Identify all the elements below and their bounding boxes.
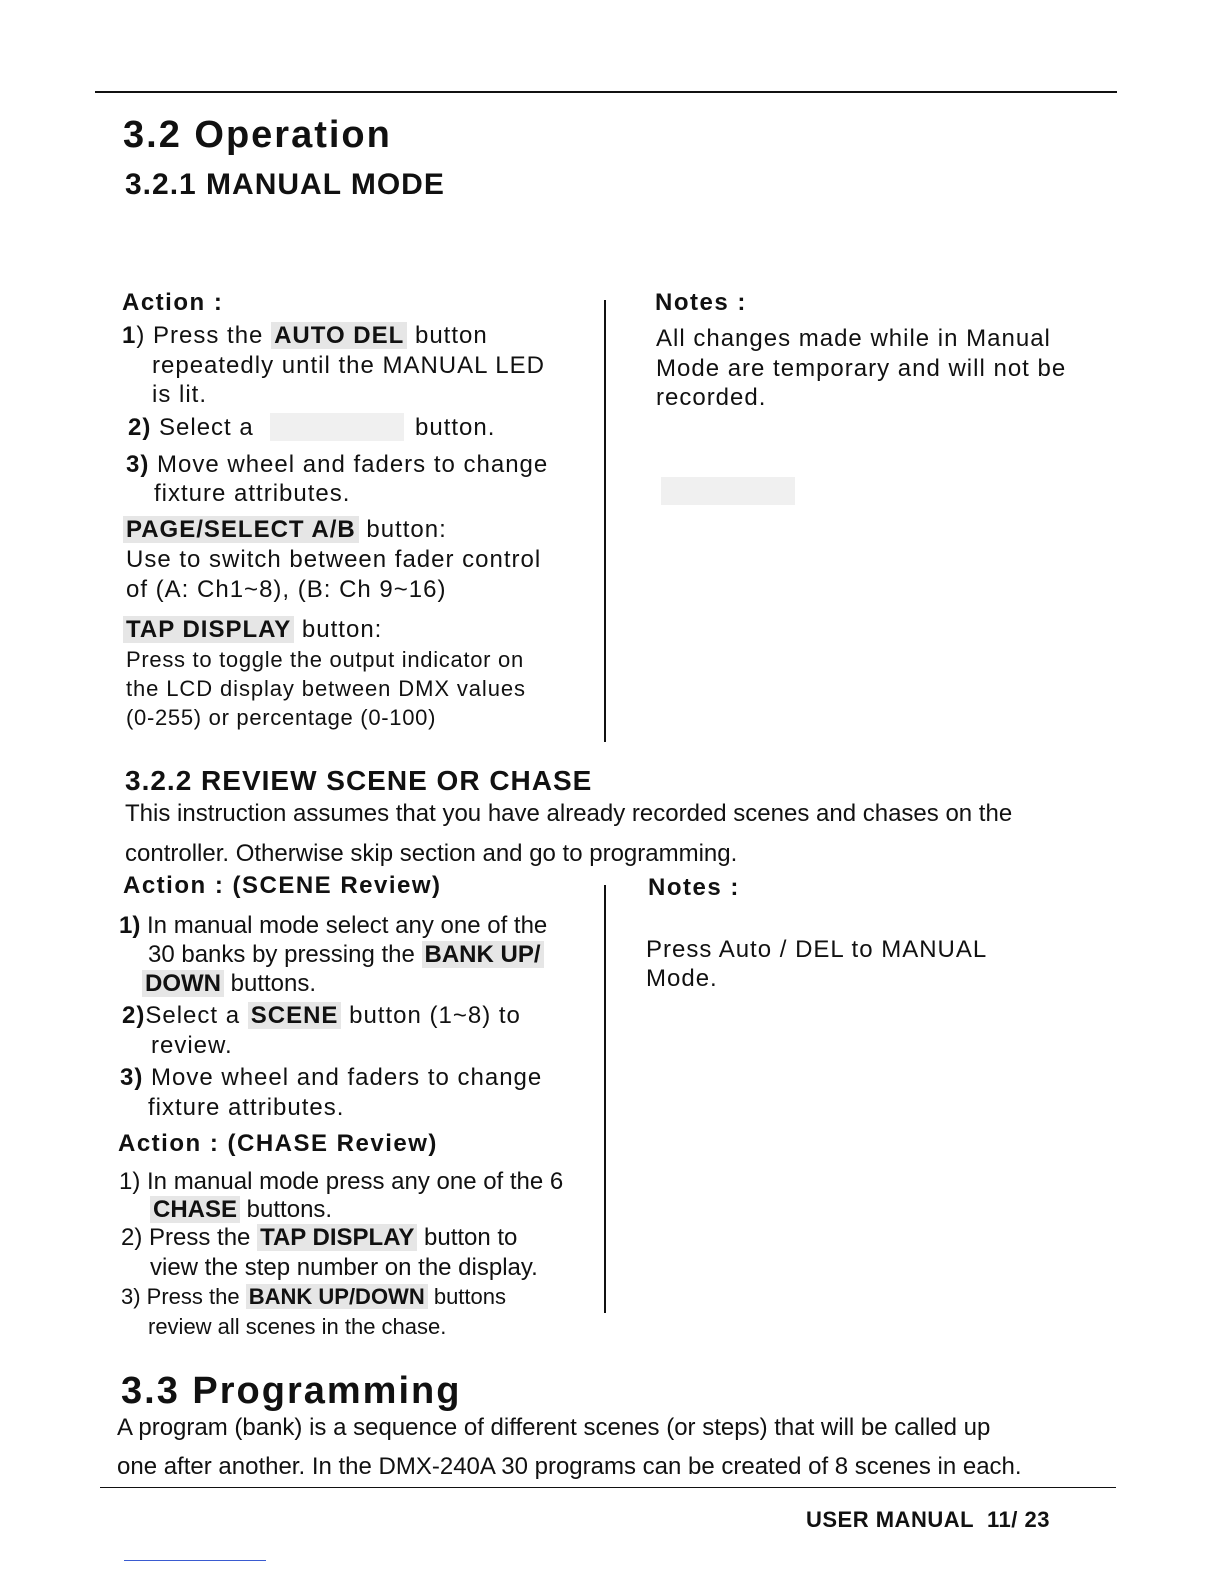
step-number: 2): [128, 414, 152, 441]
scene-step-1-line3: [142, 970, 316, 998]
bank-up-down-key: BANK UP/DOWN: [246, 1284, 428, 1309]
scene-key: SCENE: [248, 1002, 342, 1029]
manual-step-2: [128, 414, 254, 442]
bank-down-key: DOWN: [142, 970, 224, 997]
scene-step-1-line2: [148, 941, 544, 969]
step-text: Select a: [151, 414, 254, 441]
chase-step-2: [121, 1224, 517, 1252]
tap-display-heading: [123, 616, 382, 644]
step-text: buttons: [427, 1284, 506, 1309]
tap-display-key: TAP DISPLAY: [257, 1224, 417, 1251]
manual-step-3-line2: fixture attributes.: [154, 480, 351, 507]
top-rule: [95, 91, 1117, 93]
page-select-desc-2: of (A: Ch1~8), (B: Ch 9~16): [126, 576, 447, 603]
tap-display-desc-1: Press to toggle the output indicator on: [126, 647, 524, 672]
section-title: 3.2 Operation: [123, 114, 392, 156]
step-text: buttons.: [240, 1196, 333, 1223]
chase-step-1-line2: [150, 1196, 332, 1224]
programming-text-2: one after another. In the DMX-240A 30 programs can be created of 8 scenes in each.: [117, 1453, 1022, 1480]
notes-label: Notes :: [655, 289, 747, 316]
step-text: buttons.: [223, 970, 317, 997]
manual-note-2: Mode are temporary and will not be: [656, 355, 1067, 382]
page-number: 11/ 23: [987, 1507, 1050, 1532]
auto-del-key: AUTO DEL: [271, 322, 407, 349]
step-text: Select a: [145, 1002, 248, 1029]
step-text: In manual mode select any one of the: [140, 912, 548, 939]
review-title: 3.2.2 REVIEW SCENE OR CHASE: [125, 765, 593, 796]
scene-step-3-line2: fixture attributes.: [148, 1094, 345, 1121]
chase-step-3: [121, 1284, 506, 1310]
chase-step-2-line2: view the step number on the display.: [150, 1254, 538, 1281]
scene-step-1: [119, 912, 547, 940]
step-text: button to: [417, 1224, 518, 1251]
manual-step-2-suffix: button.: [415, 414, 496, 441]
chase-key: CHASE: [150, 1196, 240, 1223]
manual-step-1-line3: is lit.: [152, 381, 207, 408]
redacted-note-box: [661, 477, 795, 505]
programming-title: 3.3 Programming: [121, 1370, 462, 1412]
page-select-key: PAGE/SELECT A/B: [123, 516, 359, 543]
chase-review-label: Action : (CHASE Review): [118, 1130, 438, 1157]
tap-display-desc-3: (0-255) or percentage (0-100): [126, 705, 437, 730]
manual-step-1: [122, 322, 488, 350]
step-number: 2): [122, 1002, 146, 1029]
page-select-desc-1: Use to switch between fader control: [126, 546, 542, 573]
step-text: 2) Press the: [121, 1224, 258, 1251]
tap-display-desc-2: the LCD display between DMX values: [126, 676, 526, 701]
review-intro-1: This instruction assumes that you have already recorded scenes and chases on the: [125, 800, 1013, 827]
review-intro-2: controller. Otherwise skip section and go to programming.: [125, 840, 738, 867]
scan-edge-line: [124, 1560, 266, 1561]
step-text: 3) Press the: [121, 1284, 246, 1309]
step-text: Move wheel and faders to change: [143, 1064, 543, 1091]
review-note-2: Mode.: [646, 965, 718, 992]
manual-note-1: All changes made while in Manual: [656, 325, 1051, 352]
action-label: Action :: [122, 289, 224, 316]
step-text: button (1~8) to: [341, 1002, 521, 1029]
redacted-key-box: [270, 413, 404, 441]
column-divider: [604, 885, 606, 1313]
step-text: Move wheel and faders to change: [149, 451, 549, 478]
bottom-rule: [100, 1487, 1116, 1488]
manual-note-3: recorded.: [656, 384, 767, 411]
notes-label: Notes :: [648, 874, 740, 901]
chase-step-1: 1) In manual mode press any one of the 6: [119, 1168, 564, 1195]
key-suffix: button:: [358, 516, 447, 543]
key-suffix: button:: [294, 616, 383, 643]
footer-label: USER MANUAL: [806, 1507, 975, 1532]
step-number: 3): [120, 1064, 144, 1091]
page-select-heading: [123, 516, 447, 544]
manual-step-1-line2: repeatedly until the MANUAL LED: [152, 352, 545, 379]
step-number: 1): [119, 912, 141, 939]
bank-up-key: BANK UP/: [422, 941, 544, 968]
scene-step-2: [122, 1002, 521, 1030]
tap-display-key: TAP DISPLAY: [123, 616, 294, 643]
scene-review-label: Action : (SCENE Review): [123, 872, 442, 899]
review-note-1: Press Auto / DEL to MANUAL: [646, 936, 988, 963]
step-text: ) Press the: [136, 322, 272, 349]
step-text: button: [407, 322, 488, 349]
step-text: 30 banks by pressing the: [148, 941, 422, 968]
column-divider: [604, 300, 606, 742]
subsection-title: 3.2.1 MANUAL MODE: [125, 168, 445, 201]
scene-step-3: [120, 1064, 542, 1092]
manual-step-3: [126, 451, 548, 479]
scene-step-2-line2: review.: [151, 1032, 233, 1059]
step-number: 3): [126, 451, 150, 478]
step-number: 1: [122, 322, 137, 349]
programming-text-1: A program (bank) is a sequence of different scenes (or steps) that will be called up: [117, 1414, 991, 1441]
chase-step-3-line2: review all scenes in the chase.: [148, 1314, 447, 1339]
